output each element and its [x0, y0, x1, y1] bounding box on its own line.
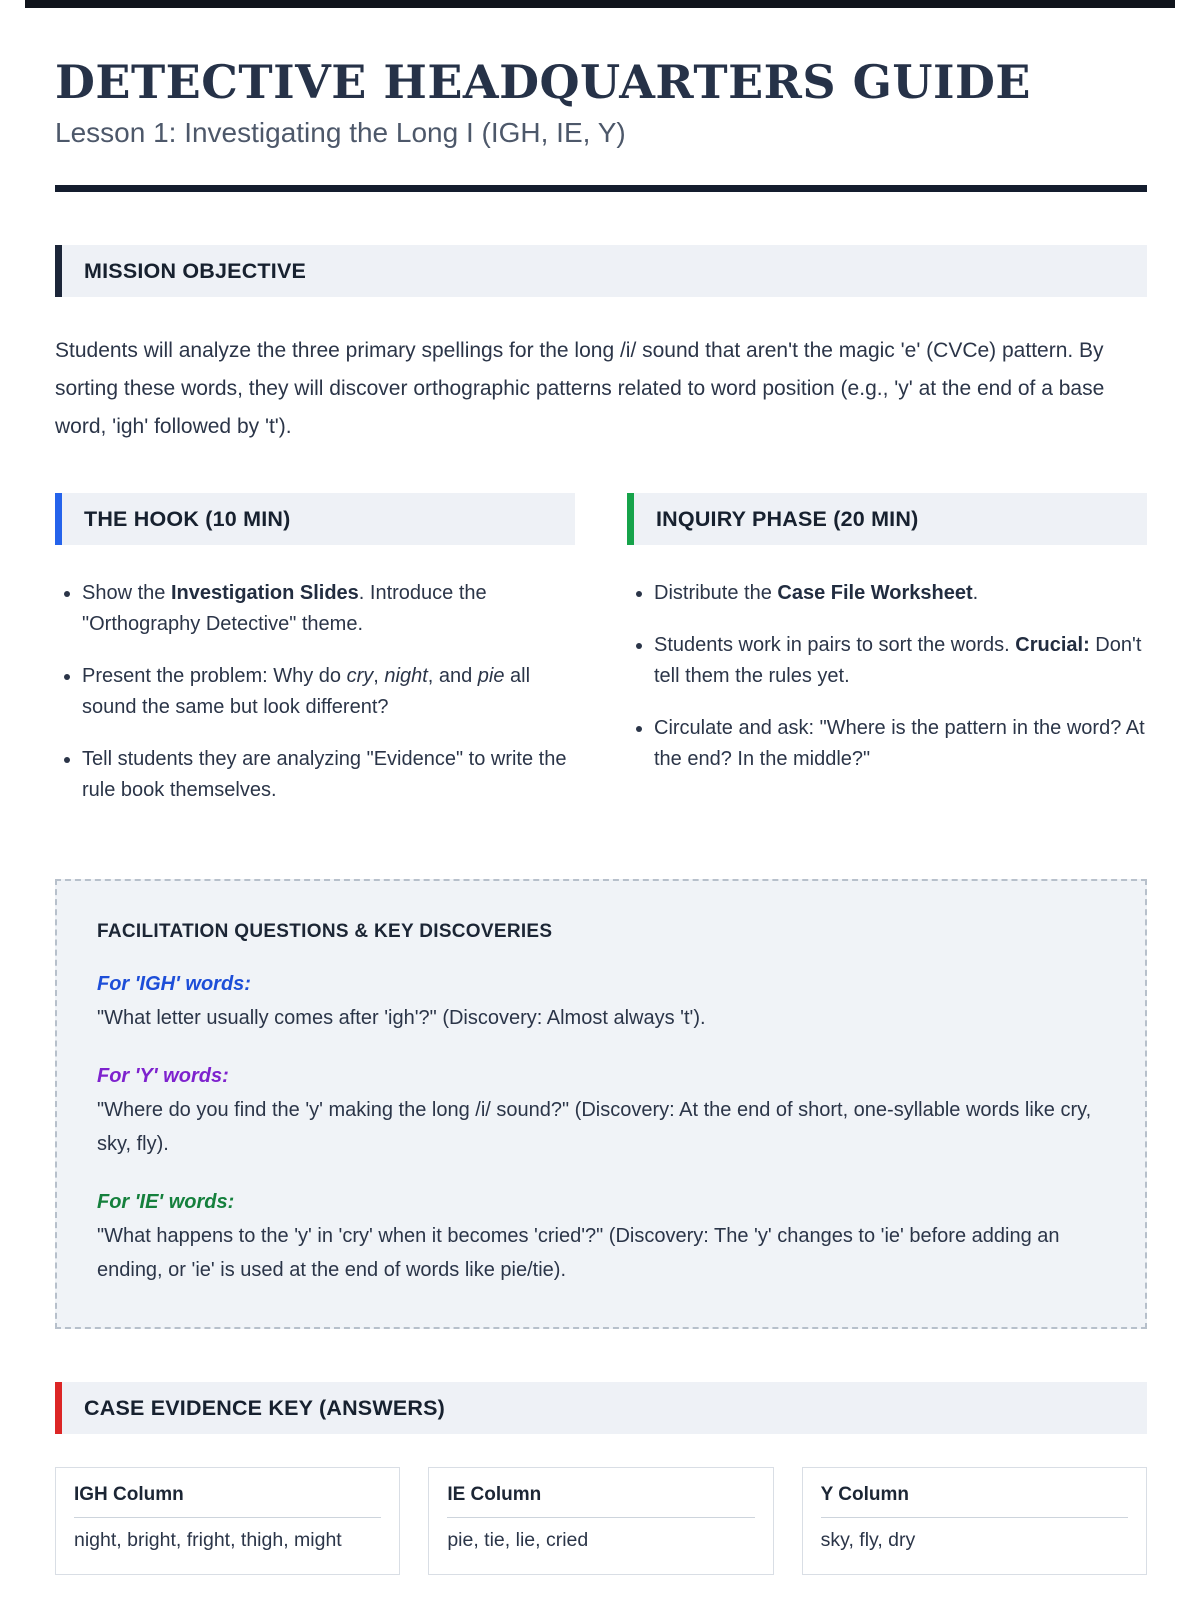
- text-run: ,: [373, 665, 385, 688]
- mission-heading: [55, 245, 1147, 297]
- answer-card: [428, 1467, 773, 1575]
- text-run: Don't tell them the rules yet.: [654, 634, 1142, 688]
- text-run: Distribute the: [654, 582, 778, 605]
- text-run: , and: [427, 665, 478, 688]
- text-run: Show the: [82, 582, 171, 605]
- facilitation-question-text: "Where do you find the 'y' making the long /i/ sound?" (Discovery: At the end of short, one-syllable words like cry, sky, fly).: [97, 1099, 1092, 1156]
- bullet-item: [654, 630, 1147, 692]
- answer-key-heading-label: CASE EVIDENCE KEY (ANSWERS): [84, 1395, 446, 1420]
- top-accent-bar: [25, 0, 1175, 8]
- facilitation-question-text: "What letter usually comes after 'igh'?" (Discovery: Almost always 't').: [97, 1007, 706, 1030]
- bullet-item: [82, 744, 575, 806]
- text-run: Circulate and ask: "Where is the pattern in the word? At the end? In the middle?": [654, 717, 1145, 771]
- bullet-item: [654, 578, 1147, 609]
- italic-text: night: [384, 665, 428, 688]
- answer-card-words: pie, tie, lie, cried: [447, 1529, 589, 1552]
- page-subtitle: Lesson 1: Investigating the Long I (IGH, IE, Y): [55, 117, 626, 149]
- text-run: . Introduce the "Orthography Detective" theme.: [82, 582, 487, 636]
- answer-key-cards: [55, 1467, 1147, 1575]
- italic-text: cry: [346, 665, 374, 688]
- facilitation-question-text: "What happens to the 'y' in 'cry' when it becomes 'cried'?" (Discovery: The 'y' changes to 'ie' before adding an ending, or 'ie' is used at the end of words like pie/tie).: [97, 1225, 1060, 1282]
- bullet-item: [82, 661, 575, 723]
- mission-objective-text: Students will analyze the three primary spellings for the long /i/ sound that aren't the magic 'e' (CVCe) pattern. By sorting these words, they will discover orthographic patterns related to word position (e.g., 'y' at the end of a base word, 'igh' followed by 't').: [55, 339, 1105, 439]
- hook-heading: [55, 493, 575, 545]
- answer-card-words: night, bright, fright, thigh, might: [74, 1529, 342, 1552]
- facilitation-section: [97, 1191, 1105, 1287]
- bullet-item: [654, 713, 1147, 775]
- italic-text: pie: [477, 665, 505, 688]
- facilitation-question-label: For 'IE' words:: [97, 1191, 235, 1214]
- hook-bullet-list: [55, 578, 575, 806]
- facilitation-question-label: For 'Y' words:: [97, 1065, 229, 1088]
- hook-heading-label: THE HOOK (10 MIN): [84, 506, 291, 531]
- answer-key-heading: [55, 1382, 1147, 1434]
- inquiry-section: [627, 493, 1147, 827]
- bold-text: Investigation Slides: [170, 582, 359, 605]
- bold-text: Crucial:: [1015, 634, 1090, 657]
- answer-card-words: sky, fly, dry: [820, 1529, 916, 1552]
- phase-columns: [55, 493, 1147, 827]
- inquiry-bullet-list: [627, 578, 1147, 775]
- answer-card-header: Y Column: [821, 1484, 1128, 1518]
- bold-text: Case File Worksheet: [777, 582, 973, 605]
- text-run: Students work in pairs to sort the words.: [654, 634, 1016, 657]
- text-run: .: [972, 582, 979, 605]
- bullet-item: [82, 578, 575, 640]
- facilitation-question-label: For 'IGH' words:: [97, 973, 251, 996]
- hook-section: [55, 493, 575, 827]
- inquiry-heading-label: INQUIRY PHASE (20 MIN): [656, 506, 919, 531]
- facilitation-section: [97, 1065, 1105, 1161]
- divider-rule: [55, 185, 1147, 192]
- answer-card: [55, 1467, 400, 1575]
- facilitation-sections: [97, 973, 1105, 1287]
- text-run: all sound the same but look different?: [82, 665, 531, 719]
- facilitation-heading: FACILITATION QUESTIONS & KEY DISCOVERIES: [97, 921, 553, 943]
- mission-heading-label: MISSION OBJECTIVE: [84, 258, 307, 283]
- answer-card-header: IE Column: [447, 1484, 754, 1518]
- text-run: Tell students they are analyzing "Evidence" to write the rule book themselves.: [82, 748, 567, 802]
- text-run: Present the problem: Why do: [82, 665, 347, 688]
- inquiry-heading: [627, 493, 1147, 545]
- facilitation-section: [97, 973, 1105, 1035]
- document-page: [0, 55, 1200, 1575]
- page-title: DETECTIVE HEADQUARTERS GUIDE: [55, 55, 1031, 109]
- facilitation-box: [55, 879, 1147, 1329]
- answer-card-header: IGH Column: [74, 1484, 381, 1518]
- answer-card: [802, 1467, 1147, 1575]
